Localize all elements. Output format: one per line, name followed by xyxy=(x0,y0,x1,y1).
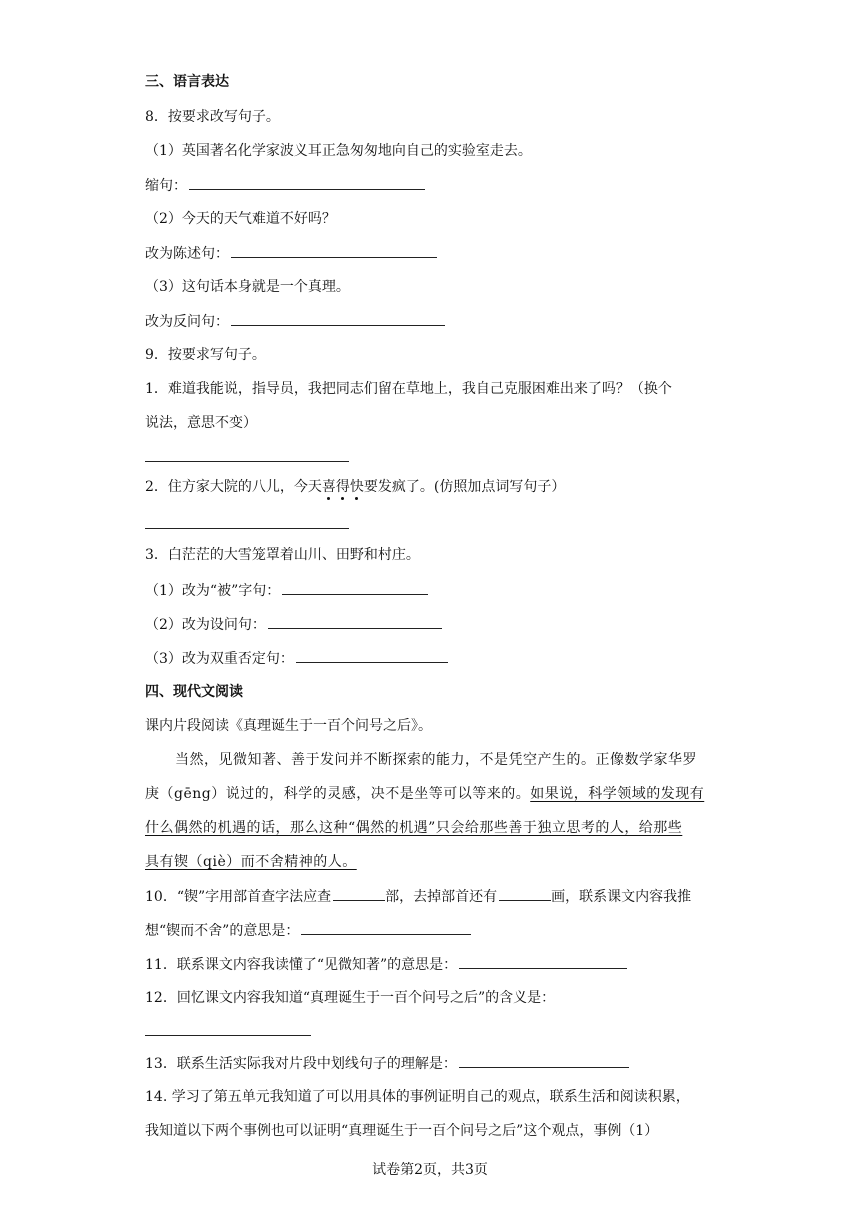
q9-item1-line2: 说法，意思不变） xyxy=(145,415,257,431)
q9-item2-post: 要发疯了。(仿照加点词写句子） xyxy=(363,479,566,495)
q8-stem: 8．按要求改写句子。 xyxy=(145,109,280,125)
q9-item2 xyxy=(145,477,565,497)
dotted-char: 快 xyxy=(349,479,364,495)
q10-line2 xyxy=(145,920,471,941)
q12: 12．回忆课文内容我知道“真理诞生于一百个问号之后”的含义是： xyxy=(145,990,556,1006)
q9-item3-a-label: （1）改为“被”字句： xyxy=(145,583,281,599)
q9-item3-c-label: （3）改为双重否定句： xyxy=(145,651,294,667)
section-3-title: 三、语言表达 xyxy=(145,74,229,90)
passage-text: 庚（gēng）说过的，科学的灵感，决不是坐等可以等来的。 xyxy=(145,786,531,802)
q10-text-b: 部，去掉部首还有 xyxy=(385,889,498,905)
passage-line-4: 具有锲（qiè）而不舍精神的人。 xyxy=(145,854,357,870)
q9-item1-line1: 1．难道我能说，指导员，我把同志们留在草地上，我自己克服困难出来了吗？（换个 xyxy=(145,381,672,397)
passage-line-3: 什么偶然的机遇的话，那么这种“偶然的机遇”只会给那些善于独立思考的人，给那些 xyxy=(145,820,683,836)
q9-item3-b xyxy=(145,614,442,635)
section-4-title: 四、现代文阅读 xyxy=(145,684,243,700)
q9-stem: 9．按要求写句子。 xyxy=(145,347,266,363)
q9-item3-c xyxy=(145,648,448,669)
q8-part1-label: 缩句： xyxy=(145,178,187,194)
q14-line1: 14. 学习了第五单元我知道了可以用具体的事例证明自己的观点，联系生活和阅读积累， xyxy=(145,1089,690,1105)
answer-blank[interactable] xyxy=(282,580,428,595)
q10-text-c: 画，联系课文内容我推 xyxy=(551,889,692,905)
answer-blank[interactable] xyxy=(231,311,445,326)
q10-label: 想“锲而不舍”的意思是： xyxy=(145,923,300,939)
q8-part3-label: 改为反问句： xyxy=(145,314,229,330)
q8-part2-label: 改为陈述句： xyxy=(145,246,229,262)
q11-label: 11．联系课文内容我读懂了“见微知著”的意思是： xyxy=(145,957,458,973)
answer-blank[interactable] xyxy=(189,175,425,190)
q10-line1 xyxy=(145,886,691,907)
q13 xyxy=(145,1053,629,1074)
q9-item2-answer-blank[interactable] xyxy=(145,528,349,529)
underlined-sentence: 如果说，科学领域的发现有 xyxy=(530,786,705,802)
dotted-char: 得 xyxy=(335,479,350,495)
q8-part2: （2）今天的天气难道不好吗？ xyxy=(145,211,336,227)
answer-blank[interactable] xyxy=(459,954,627,969)
answer-blank[interactable] xyxy=(268,614,442,629)
q9-item3-a xyxy=(145,580,428,601)
q8-part1-answer-line xyxy=(145,175,425,196)
q12-answer-blank[interactable] xyxy=(145,1035,311,1036)
q9-item1-answer-blank[interactable] xyxy=(145,461,349,462)
answer-blank[interactable] xyxy=(459,1053,629,1068)
q14-line2: 我知道以下两个事例也可以证明“真理诞生于一百个问号之后”这个观点，事例（1） xyxy=(145,1123,659,1139)
q9-item3: 3．白茫茫的大雪笼罩着山川、田野和村庄。 xyxy=(145,547,420,563)
answer-blank[interactable] xyxy=(231,243,437,258)
q8-part3: （3）这句话本身就是一个真理。 xyxy=(145,279,350,295)
passage-line-1: 当然，见微知著、善于发问并不断探索的能力，不是凭空产生的。正像数学家华罗 xyxy=(175,752,697,768)
q8-part2-answer-line xyxy=(145,243,437,264)
answer-blank[interactable] xyxy=(499,886,551,901)
q8-part3-answer-line xyxy=(145,311,445,332)
answer-blank[interactable] xyxy=(301,920,471,935)
reading-intro: 课内片段阅读《真理诞生于一百个问号之后》。 xyxy=(145,718,432,734)
q10-text-a: 10．“锲”字用部首查字法应查 xyxy=(145,889,332,905)
answer-blank[interactable] xyxy=(296,648,448,663)
q13-label: 13．联系生活实际我对片段中划线句子的理解是： xyxy=(145,1056,457,1072)
page-footer: 试卷第2页，共3页 xyxy=(372,1162,488,1178)
dotted-char: 喜 xyxy=(321,479,336,495)
q8-part1: （1）英国著名化学家波义耳正急匆匆地向自己的实验室走去。 xyxy=(145,143,532,159)
answer-blank[interactable] xyxy=(333,886,385,901)
q9-item3-b-label: （2）改为设问句： xyxy=(145,617,266,633)
passage-line-2 xyxy=(145,784,704,804)
q9-item2-pre: 2．住方家大院的八儿，今天 xyxy=(145,479,322,495)
q11 xyxy=(145,954,627,975)
